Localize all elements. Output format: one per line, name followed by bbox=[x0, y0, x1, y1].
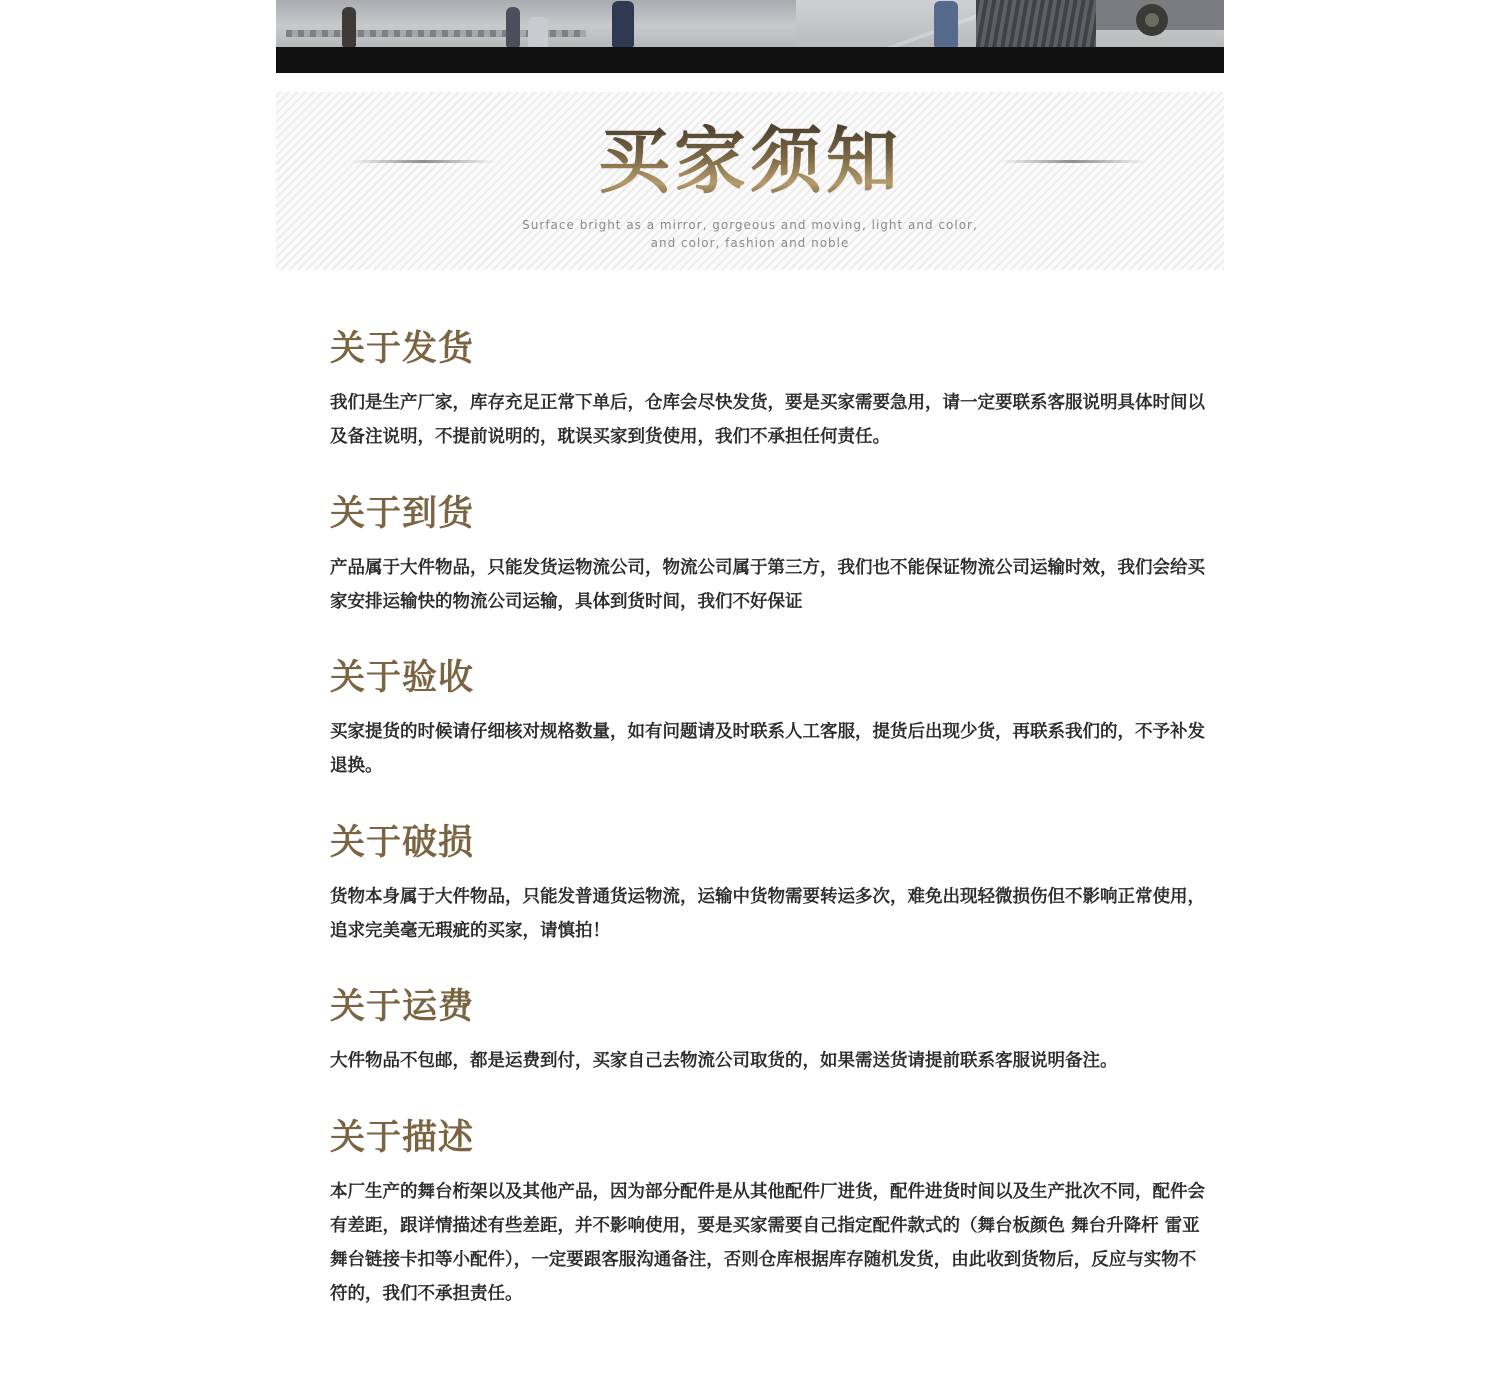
section-freight bbox=[330, 984, 1210, 1078]
stacked-boards bbox=[976, 0, 1096, 47]
subtitle-line-1: Surface bright as a mirror, gorgeous and moving, light and color, bbox=[522, 218, 978, 232]
worker-figure bbox=[342, 7, 356, 47]
section-body: 货物本身属于大件物品，只能发普通货运物流，运输中货物需要转运多次，难免出现轻微损伤但不影响正常使用，追求完美毫无瑕疵的买家，请慎拍！ bbox=[330, 887, 1205, 941]
section-heading: 关于到货 bbox=[330, 494, 475, 534]
worksite-photo bbox=[276, 0, 1224, 47]
top-photo-banner bbox=[276, 0, 1224, 73]
worker-figure bbox=[612, 1, 634, 47]
section-shipping bbox=[330, 326, 1210, 454]
worker-figure bbox=[506, 7, 520, 47]
truck-wheel bbox=[1136, 4, 1168, 36]
section-heading: 关于运费 bbox=[330, 987, 475, 1027]
section-inspection bbox=[330, 655, 1210, 783]
subtitle-line-2: and color, fashion and noble bbox=[650, 236, 850, 250]
section-heading: 关于破损 bbox=[330, 823, 475, 863]
page-title: 买家须知 bbox=[276, 116, 1224, 206]
section-heading: 关于发货 bbox=[330, 329, 475, 369]
worker-figure bbox=[934, 1, 958, 47]
notice-header bbox=[276, 92, 1224, 270]
section-body: 我们是生产厂家，库存充足正常下单后，仓库会尽快发货，要是买家需要急用，请一定要联系客服说明具体时间以及备注说明，不提前说明的，耽误买家到货使用，我们不承担任何责任。 bbox=[330, 393, 1205, 447]
section-heading: 关于验收 bbox=[330, 658, 475, 698]
section-body: 买家提货的时候请仔细核对规格数量，如有问题请及时联系人工客服，提货后出现少货，再联系我们的，不予补发退换。 bbox=[330, 722, 1205, 776]
section-body: 大件物品不包邮，都是运费到付，买家自己去物流公司取货的，如果需送货请提前联系客服说明备注。 bbox=[330, 1051, 1118, 1071]
section-damage bbox=[330, 820, 1210, 948]
section-arrival bbox=[330, 491, 1210, 619]
section-description bbox=[330, 1115, 1210, 1311]
section-body: 产品属于大件物品，只能发货运物流公司，物流公司属于第三方，我们也不能保证物流公司运输时效，我们会给买家安排运输快的物流公司运输，具体到货时间，我们不好保证 bbox=[330, 558, 1205, 612]
worker-figure bbox=[528, 17, 548, 47]
section-body: 本厂生产的舞台桁架以及其他产品，因为部分配件是从其他配件厂进货，配件进货时间以及生产批次不同，配件会有差距，跟详情描述有些差距，并不影响使用，要是买家需要自己指定配件款式的（舞台板颜色 舞台升降杆 雷亚舞台链接卡扣等小配件），一定要跟客服沟通备注，否则仓库根据库存随机发货，由此收到货物后，反应与实物不符的，我们不承担责任。 bbox=[330, 1182, 1205, 1304]
page-subtitle bbox=[276, 216, 1224, 252]
section-heading: 关于描述 bbox=[330, 1118, 475, 1158]
